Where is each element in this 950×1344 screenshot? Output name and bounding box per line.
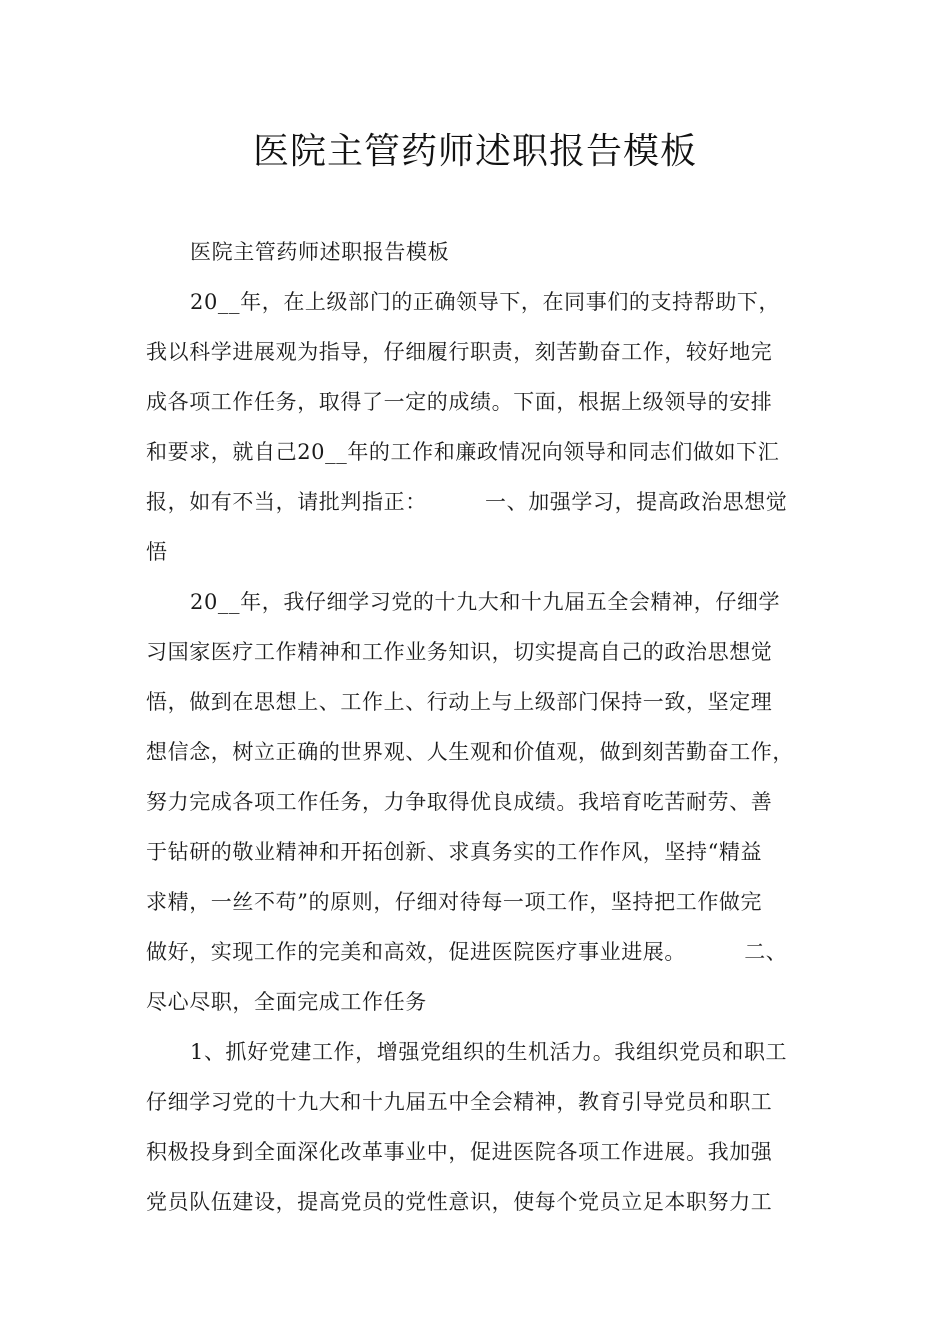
body-line: 积极投身到全面深化改革事业中，促进医院各项工作进展。我加强: [146, 1140, 773, 1164]
document-title: 医院主管药师述职报告模板: [252, 131, 697, 172]
body-line: 仔细学习党的十九大和十九届五中全会精神，教育引导党员和职工: [146, 1090, 773, 1114]
body-line: 医院主管药师述职报告模板: [190, 240, 450, 264]
body-line: 习国家医疗工作精神和工作业务知识，切实提高自己的政治思想觉: [146, 640, 773, 664]
body-line: 求精，一丝不苟”的原则，仔细对待每一项工作，坚持把工作做完: [146, 890, 763, 914]
body-line: 想信念，树立正确的世界观、人生观和价值观，做到刻苦勤奋工作，: [146, 740, 794, 764]
body-line: 成各项工作任务，取得了一定的成绩。下面，根据上级领导的安排: [146, 390, 773, 414]
body-line: 党员队伍建设，提高党员的党性意识，使每个党员立足本职努力工: [146, 1190, 773, 1214]
body-line: 20__年，我仔细学习党的十九大和十九届五全会精神，仔细学: [190, 590, 781, 614]
body-line: 悟，做到在思想上、工作上、行动上与上级部门保持一致，坚定理: [146, 690, 773, 714]
body-line: 努力完成各项工作任务，力争取得优良成绩。我培育吃苦耐劳、善: [146, 790, 773, 814]
body-line: 于钻研的敬业精神和开拓创新、求真务实的工作作风，坚持“精益: [146, 840, 763, 864]
body-line: 悟: [146, 540, 168, 564]
body-line: 尽心尽职，全面完成工作任务: [146, 990, 427, 1014]
body-line: 20__年，在上级部门的正确领导下，在同事们的支持帮助下，: [190, 290, 781, 314]
body-line: 做好，实现工作的完美和高效，促进医院医疗事业进展。 二、: [146, 940, 788, 964]
body-line: 我以科学进展观为指导，仔细履行职责，刻苦勤奋工作，较好地完: [146, 340, 773, 364]
body-line: 和要求，就自己20__年的工作和廉政情况向领导和同志们做如下汇: [146, 440, 780, 464]
body-line: 1、抓好党建工作，增强党组织的生机活力。我组织党员和职工: [190, 1040, 788, 1064]
body-line: 报，如有不当，请批判指正： 一、加强学习，提高政治思想觉: [146, 490, 788, 514]
